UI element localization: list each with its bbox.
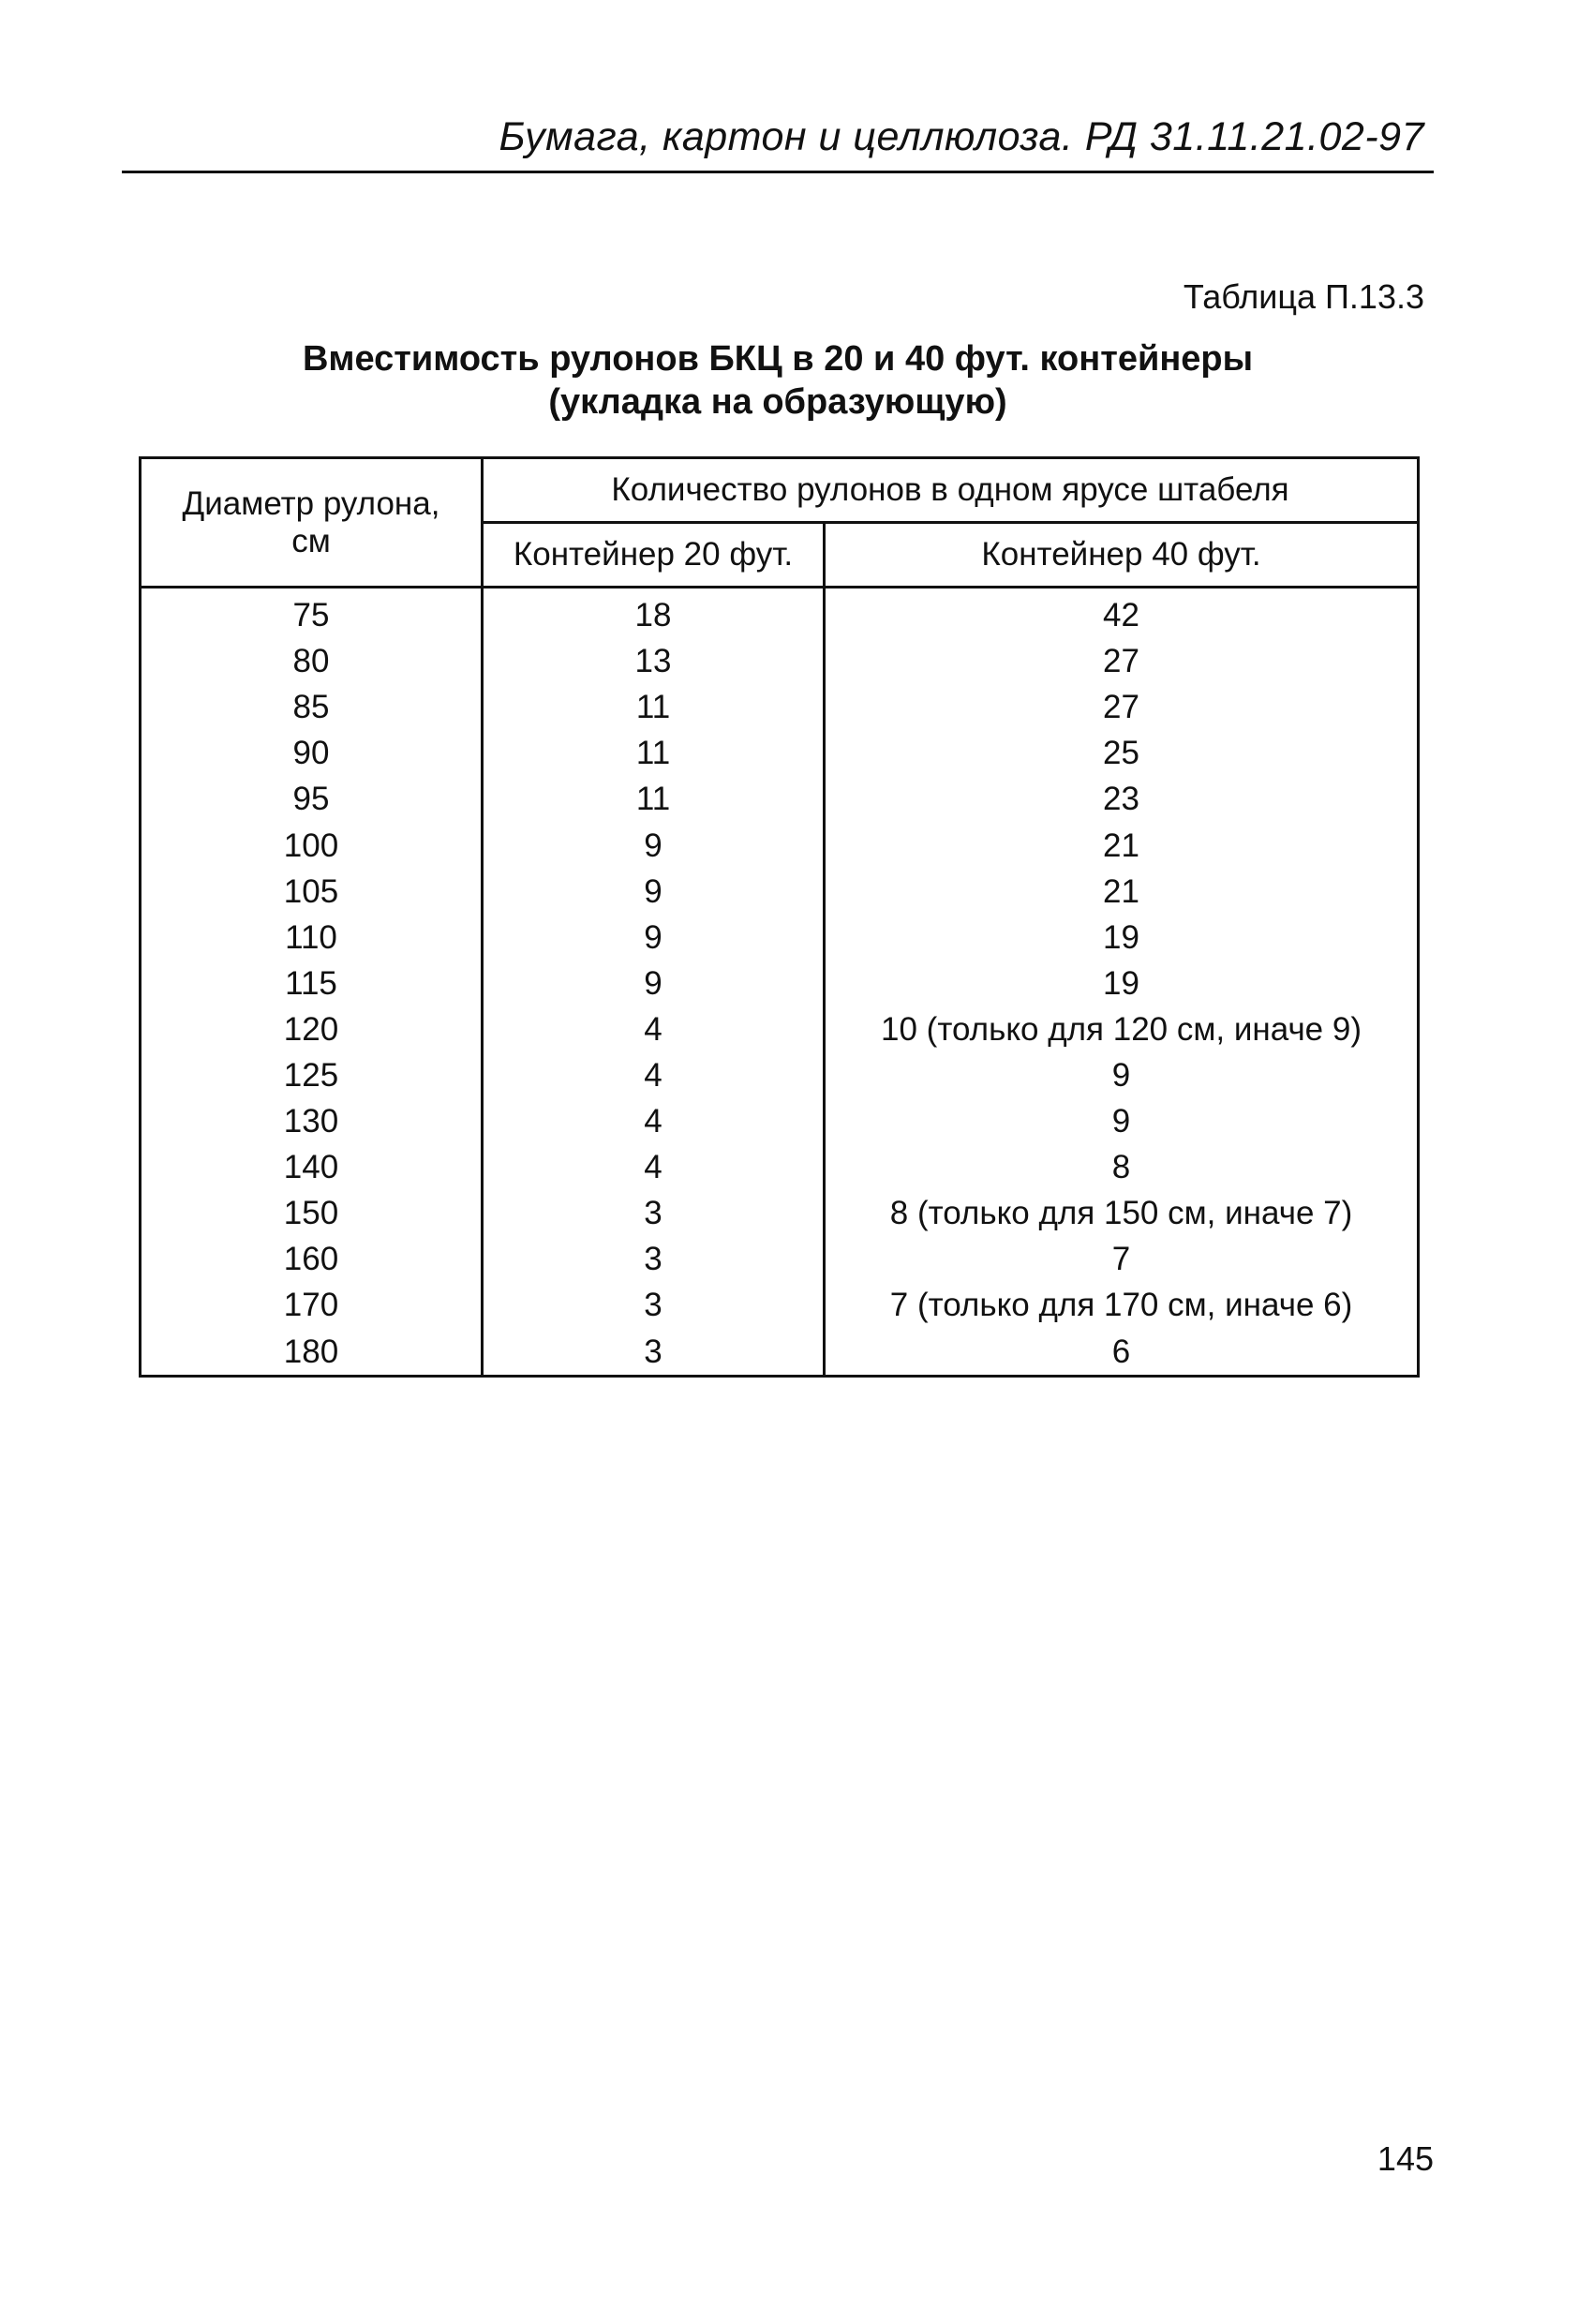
table-number: Таблица П.13.3 <box>1183 277 1424 316</box>
cell-container-20: 4 <box>483 1006 825 1052</box>
cell-container-20: 11 <box>483 730 825 776</box>
cell-container-20: 3 <box>483 1329 825 1377</box>
table-row <box>141 776 1419 822</box>
capacity-table <box>139 456 1420 1378</box>
table-row <box>141 638 1419 684</box>
cell-container-40: 9 <box>825 1052 1419 1098</box>
cell-container-20: 11 <box>483 776 825 822</box>
cell-diameter: 95 <box>141 776 483 822</box>
cell-diameter: 75 <box>141 588 483 639</box>
cell-diameter: 140 <box>141 1144 483 1190</box>
cell-diameter: 180 <box>141 1329 483 1377</box>
cell-diameter: 85 <box>141 684 483 730</box>
header-rule <box>122 171 1434 173</box>
cell-container-40: 27 <box>825 684 1419 730</box>
cell-diameter: 90 <box>141 730 483 776</box>
cell-diameter: 120 <box>141 1006 483 1052</box>
table-row <box>141 1329 1419 1377</box>
header-roll-count-group: Количество рулонов в одном ярусе штабеля <box>483 458 1419 523</box>
cell-container-20: 4 <box>483 1144 825 1190</box>
cell-diameter: 170 <box>141 1282 483 1328</box>
table-row <box>141 915 1419 961</box>
cell-diameter: 110 <box>141 915 483 961</box>
header-container-40: Контейнер 40 фут. <box>825 523 1419 588</box>
cell-container-40: 8 (только для 150 см, иначе 7) <box>825 1190 1419 1236</box>
cell-container-20: 4 <box>483 1098 825 1144</box>
cell-container-40: 9 <box>825 1098 1419 1144</box>
cell-diameter: 150 <box>141 1190 483 1236</box>
cell-container-40: 10 (только для 120 см, иначе 9) <box>825 1006 1419 1052</box>
cell-container-20: 3 <box>483 1190 825 1236</box>
cell-container-40: 21 <box>825 822 1419 868</box>
running-header: Бумага, картон и целлюлоза. РД 31.11.21.02-97 <box>499 114 1424 159</box>
cell-container-40: 27 <box>825 638 1419 684</box>
table-row <box>141 1052 1419 1098</box>
cell-container-40: 19 <box>825 915 1419 961</box>
cell-container-20: 3 <box>483 1236 825 1282</box>
table-row <box>141 730 1419 776</box>
cell-container-20: 13 <box>483 638 825 684</box>
cell-container-20: 4 <box>483 1052 825 1098</box>
cell-container-40: 23 <box>825 776 1419 822</box>
cell-diameter: 160 <box>141 1236 483 1282</box>
table-body <box>141 588 1419 1377</box>
cell-container-40: 21 <box>825 869 1419 915</box>
cell-container-20: 3 <box>483 1282 825 1328</box>
cell-container-20: 18 <box>483 588 825 639</box>
cell-container-20: 11 <box>483 684 825 730</box>
table-row <box>141 1190 1419 1236</box>
cell-container-40: 25 <box>825 730 1419 776</box>
page-number: 145 <box>1377 2139 1434 2178</box>
table-row <box>141 588 1419 639</box>
cell-container-20: 9 <box>483 822 825 868</box>
cell-diameter: 80 <box>141 638 483 684</box>
table-title-line-2: (укладка на образующую) <box>548 382 1007 422</box>
table-row <box>141 1098 1419 1144</box>
header-container-20: Контейнер 20 фут. <box>483 523 825 588</box>
cell-container-20: 9 <box>483 869 825 915</box>
header-diameter: Диаметр рулона, см <box>141 458 483 588</box>
table-row <box>141 869 1419 915</box>
cell-container-40: 7 (только для 170 см, иначе 6) <box>825 1282 1419 1328</box>
table-row <box>141 1282 1419 1328</box>
table-row <box>141 1006 1419 1052</box>
table-title <box>141 337 1415 424</box>
cell-container-20: 9 <box>483 915 825 961</box>
cell-diameter: 130 <box>141 1098 483 1144</box>
table-row <box>141 1144 1419 1190</box>
cell-diameter: 100 <box>141 822 483 868</box>
cell-diameter: 125 <box>141 1052 483 1098</box>
table-row <box>141 1236 1419 1282</box>
table-title-line-1: Вместимость рулонов БКЦ в 20 и 40 фут. контейнеры <box>302 339 1254 379</box>
table-row <box>141 961 1419 1006</box>
cell-diameter: 105 <box>141 869 483 915</box>
cell-diameter: 115 <box>141 961 483 1006</box>
cell-container-20: 9 <box>483 961 825 1006</box>
cell-container-40: 42 <box>825 588 1419 639</box>
cell-container-40: 19 <box>825 961 1419 1006</box>
table-row <box>141 822 1419 868</box>
cell-container-40: 6 <box>825 1329 1419 1377</box>
cell-container-40: 8 <box>825 1144 1419 1190</box>
cell-container-40: 7 <box>825 1236 1419 1282</box>
table-row <box>141 684 1419 730</box>
